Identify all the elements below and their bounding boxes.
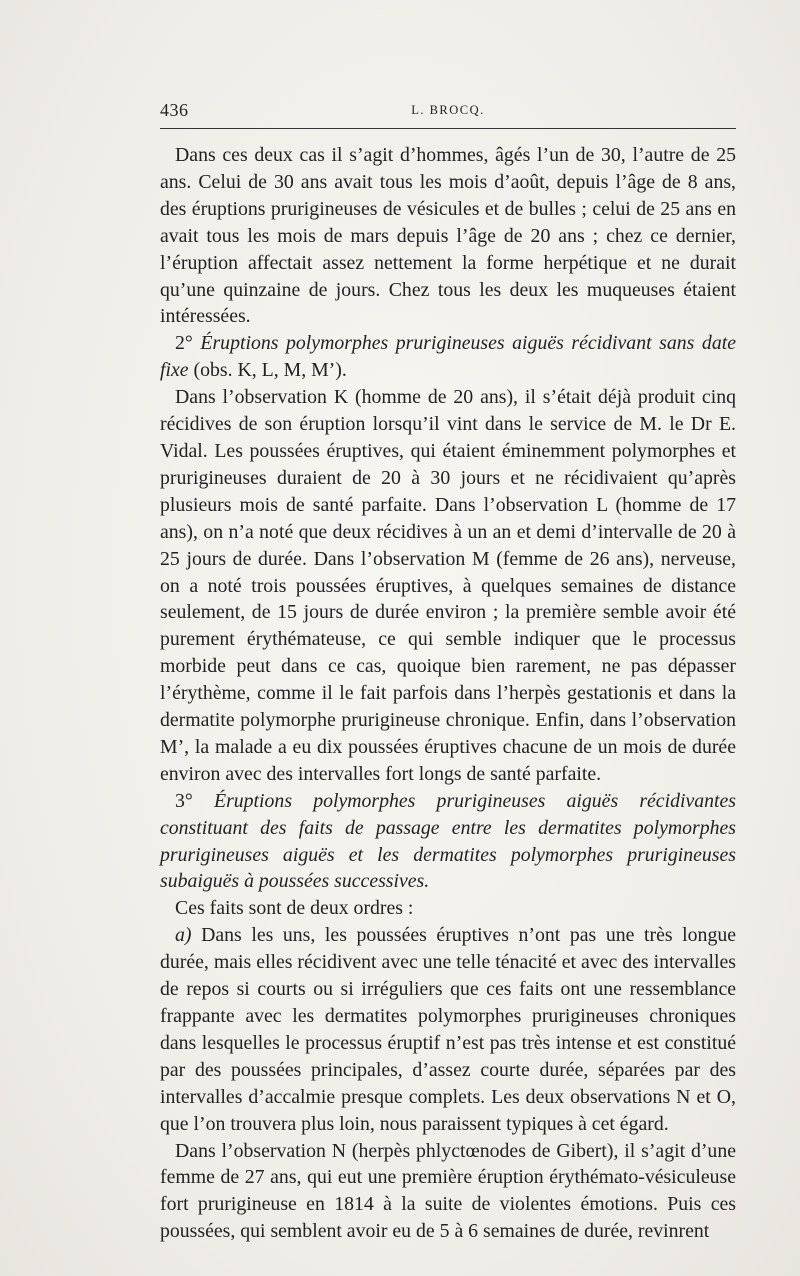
paragraph-2: [160, 330, 736, 384]
paragraph-1-text: Dans ces deux cas il s’agit d’hommes, âgés l’un de 30, l’autre de 25 ans. Celui de 30 ans avait tous les mois d’août, depuis l’âge de 8 ans, des éruptions prurigineuses de vésicules et de bulles ; celui de 25 ans en avait tous les mois de mars depuis l’âge de 20 ans ; chez ce dernier, l’éruption affectait assez nettement la forme herpétique et ne durait qu’une quinzaine de jours. Chez tous les deux les muqueuses étaient intéressées.: [160, 144, 736, 328]
paragraph-6-text: Dans les uns, les poussées éruptives n’ont pas une très longue durée, mais elles récidivent avec une telle ténacité et avec des intervalles de repos si courts ou si irréguliers que ces faits ont une ressemblance frappante avec les dermatites polymorphes prurigineuses chroniques dans lesquelles le processus éruptif n’est pas très intense et est constitué par des poussées principales, d’assez courte durée, séparées par des intervalles d’accalmie presque complets. Les deux observations N et O, que l’on trouvera plus loin, nous paraissent typiques à cet égard.: [160, 924, 736, 1135]
paragraph-4-prefix: 3°: [175, 789, 214, 812]
paragraph-6-prefix: a): [175, 924, 192, 947]
paragraph-2-text: (obs. K, L, M, M’).: [188, 359, 347, 382]
paragraph-2-prefix: 2°: [175, 332, 201, 355]
section-heading-3: Éruptions polymorphes prurigineuses aiguës récidivantes constituant des faits de passage entre les dermatites polymorphes prurigineuses aiguës et les dermatites polymorphes prurigineuses subaiguës à poussées successives.: [160, 789, 737, 893]
header-rule: [160, 128, 736, 129]
paragraph-7: [160, 1138, 736, 1246]
page-header: [160, 98, 736, 128]
paragraph-6: [160, 922, 736, 1137]
body-text: [160, 142, 736, 1245]
section-heading-2: Éruptions polymorphes prurigineuses aiguës récidivant sans date fixe: [160, 332, 736, 382]
paragraph-3-text: Dans l’observation K (homme de 20 ans), il s’était déjà produit cinq récidives de son éruption lorsqu’il vint dans le service de M. le Dr E. Vidal. Les poussées éruptives, qui étaient éminemment polymorphes et prurigineuses duraient de 20 à 30 jours et ne récidivaient qu’après plusieurs mois de santé parfaite. Dans l’observation L (homme de 17 ans), on n’a noté que deux récidives à un an et demi d’intervalle de 20 à 25 jours de durée. Dans l’observation M (femme de 26 ans), nerveuse, on a noté trois poussées éruptives, à quelques semaines de distance seulement, de 15 jours de durée environ ; la première semble avoir été purement érythémateuse, ce qui semble indiquer que le processus morbide peut dans ce cas, quoique bien rarement, ne pas dépasser l’érythème, comme il le fait parfois dans l’herpès gestationis et dans la dermatite polymorphe prurigineuse chronique. Enfin, dans l’observation M’, la malade a eu dix poussées éruptives chacune de un mois de durée environ avec des intervalles fort longs de santé parfaite.: [160, 386, 736, 785]
paragraph-5-text: Ces faits sont de deux ordres :: [175, 897, 414, 920]
paragraph-3: [160, 384, 736, 788]
paragraph-5: [160, 895, 736, 922]
running-head: L. BROCQ.: [411, 103, 485, 117]
paragraph-1: [160, 142, 736, 330]
page-number: 436: [160, 100, 189, 120]
paragraph-7-text: Dans l’observation N (herpès phlyctœnodes de Gibert), il s’agit d’une femme de 27 ans, qui eut une première éruption érythémato-vésiculeuse fort prurigineuse en 1814 à la suite de violentes émotions. Puis ces poussées, qui semblent avoir eu de 5 à 6 semaines de durée, revinrent: [160, 1139, 736, 1243]
paragraph-4: [160, 788, 736, 896]
